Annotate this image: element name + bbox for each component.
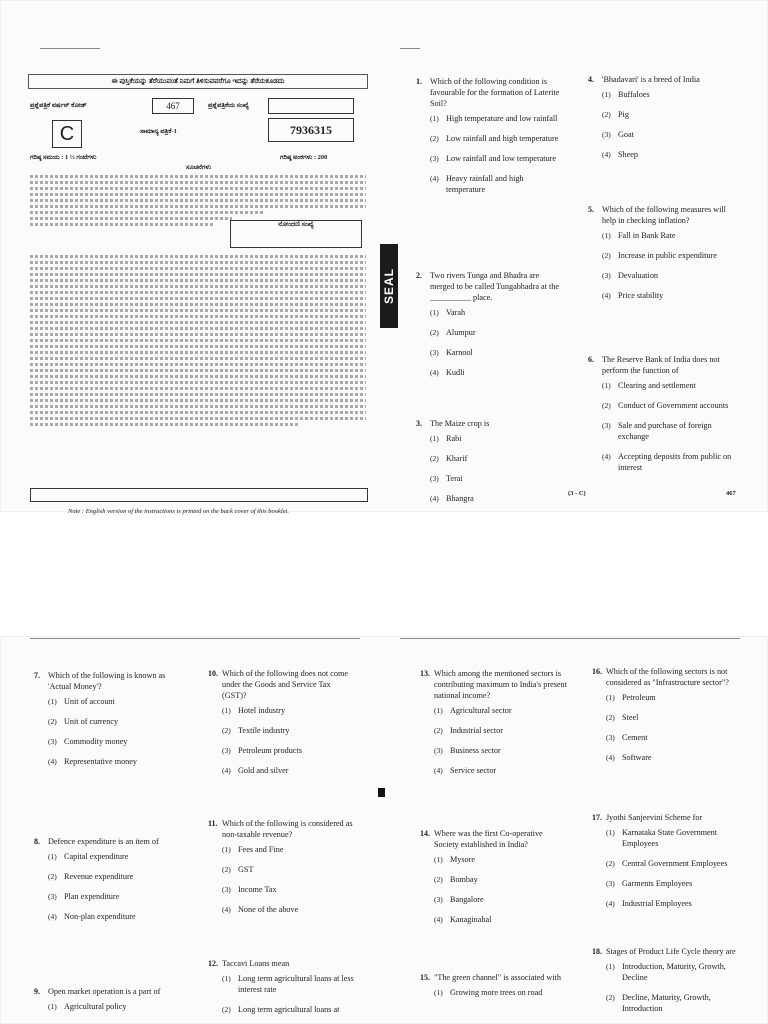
question-17 [592,812,742,918]
question-number: 6. [588,355,594,364]
answer-option [434,725,568,736]
english-note: Note : English version of the instructions is printed on the back cover of this booklet. [68,508,289,515]
question-stem: Which of the following condition is favourable for the formation of Laterite Soil? [430,77,560,108]
answer-option [602,270,742,281]
option-number: (2) [222,726,231,735]
question-11 [208,818,356,924]
option-list [430,307,562,378]
option-number: (1) [430,434,439,443]
question-number: 8. [34,837,40,846]
question-number: 15. [420,973,430,982]
option-number: (4) [434,766,443,775]
option-number: (1) [434,988,443,997]
option-number: (3) [606,879,615,888]
option-text: Varah [446,308,466,317]
option-list [602,230,742,301]
option-text: Gold and silver [238,766,289,775]
option-number: (2) [606,993,615,1002]
answer-option [434,765,568,776]
option-text: Bhangra [446,494,474,503]
answer-option [606,878,742,889]
question-number: 9. [34,987,40,996]
option-number: (4) [222,766,231,775]
option-text: Capital expenditure [64,852,129,861]
answer-option [222,705,356,716]
question-stem: Stages of Product Life Cycle theory are [606,947,736,956]
option-list [430,113,562,195]
answer-option [222,1004,356,1015]
instructions-title: ಸೂಚನೆಗಳು [186,164,212,171]
question-number: 12. [208,959,218,968]
answer-option [430,367,562,378]
page-footer-code: (3 - C) [568,490,586,497]
option-text: Mysore [450,855,476,864]
option-text: Fall in Bank Rate [618,231,676,240]
option-number: (3) [48,892,57,901]
option-number: (3) [434,895,443,904]
answer-option [430,473,562,484]
question-number: 5. [588,205,594,214]
answer-option [48,716,180,727]
answer-option [48,911,180,922]
option-text: Sale and purchase of foreign exchange [618,421,712,441]
paper-label: ಸಾಮಾನ್ಯ ಪತ್ರಿಕೆ-1 [140,128,177,135]
option-text: Kharif [446,454,468,463]
option-list [434,705,568,776]
option-text: Karnool [446,348,473,357]
option-text: Long term agricultural loans at less interest rate [238,974,354,994]
instruction-lines-2 [30,252,366,429]
answer-option [430,433,562,444]
question-8 [34,836,180,931]
question-stem: 'Bhadavari' is a breed of India [602,75,700,84]
question-18 [592,946,742,1023]
option-text: Unit of account [64,697,115,706]
option-text: Kanaginahal [450,915,492,924]
option-number: (4) [430,494,439,503]
answer-option [602,290,742,301]
question-stem: Taccavi Loans mean [222,959,290,968]
answer-option [222,765,356,776]
answer-option [602,149,742,160]
option-text: Fees and Fine [238,845,284,854]
option-number: (2) [606,713,615,722]
option-text: Goat [618,130,634,139]
question-stem: Which of the following is known as 'Actual Money'? [48,671,166,691]
option-number: (1) [48,852,57,861]
serial-label: ಪ್ರಶ್ನೆಪತ್ರಿಕೆಯ ಸಂಖ್ಯೆ [208,102,249,109]
answer-option [222,725,356,736]
question-number: 2. [416,271,422,280]
option-number: (2) [430,134,439,143]
option-number: (1) [602,90,611,99]
answer-option [48,891,180,902]
option-number: (2) [222,865,231,874]
question-number: 14. [420,829,430,838]
answer-option [606,712,742,723]
option-number: (2) [606,859,615,868]
option-text: Conduct of Government accounts [618,401,729,410]
option-number: (3) [602,421,611,430]
option-list [606,961,742,1014]
answer-option [430,307,562,318]
option-text: Central Government Employees [622,859,728,868]
answer-option [434,987,568,998]
question-6 [588,354,742,482]
answer-option [430,173,562,195]
option-text: Garments Employees [622,879,693,888]
answer-option [222,904,356,915]
option-number: (4) [434,915,443,924]
question-stem: Open market operation is a part of [48,987,161,996]
question-number: 10. [208,669,218,678]
option-text: Revenue expenditure [64,872,134,881]
option-number: (4) [606,753,615,762]
answer-option [606,992,742,1014]
option-number: (2) [434,875,443,884]
option-number: (4) [48,757,57,766]
option-number: (1) [222,974,231,983]
option-number: (3) [48,737,57,746]
serial-number: 7936315 [268,118,354,142]
option-number: (2) [48,872,57,881]
option-list [606,692,742,763]
option-text: Non-plan expenditure [64,912,136,921]
answer-option [606,961,742,983]
option-number: (3) [222,885,231,894]
question-stem: Which of the following measures will help in checking inflation? [602,205,726,225]
option-text: Textile industry [238,726,290,735]
option-number: (3) [430,348,439,357]
option-list [430,433,562,504]
answer-option [48,851,180,862]
answer-option [434,894,568,905]
option-text: Long term agricultural loans at [238,1005,340,1014]
answer-option [430,347,562,358]
scan-rule [400,48,420,49]
option-number: (2) [430,328,439,337]
answer-option [602,109,742,120]
option-text: Clearing and settlement [618,381,696,390]
option-list [602,89,742,160]
option-text: Rabi [446,434,462,443]
option-text: Agricultural policy [64,1002,127,1011]
option-number: (3) [602,271,611,280]
option-number: (1) [606,962,615,971]
question-number: 13. [420,669,430,678]
option-number: (4) [602,291,611,300]
scan-rule [400,638,740,639]
option-text: Steel [622,713,639,722]
question-stem: Where was the first Co-operative Society established in India? [434,829,543,849]
option-text: Accepting deposits from public on interest [618,452,732,472]
answer-option [222,745,356,756]
question-13 [420,668,568,785]
option-number: (4) [606,899,615,908]
seal-tab: SEAL [380,244,398,328]
question-2 [416,270,562,387]
question-stem: Two rivers Tunga and Bhadra are merged to be called Tungabhadra at the __________ place. [430,271,559,302]
option-text: Buffaloes [618,90,650,99]
option-text: GST [238,865,254,874]
option-number: (4) [430,368,439,377]
option-text: Sheep [618,150,639,159]
answer-option [602,380,742,391]
question-1 [416,76,562,204]
question-stem: Which of the following does not come under the Goods and Service Tax (GST)? [222,669,348,700]
option-list [434,854,568,925]
option-number: (1) [48,697,57,706]
question-number: 17. [592,813,602,822]
question-16 [592,666,742,772]
option-number: (2) [48,717,57,726]
option-text: Kudli [446,368,465,377]
option-list [222,705,356,776]
option-list [602,380,742,473]
answer-option [430,493,562,504]
option-number: (1) [222,706,231,715]
question-4 [588,74,742,169]
question-5 [588,204,742,310]
answer-option [602,420,742,442]
answer-option [48,871,180,882]
answer-option [602,451,742,473]
question-number: 7. [34,671,40,680]
option-text: Low rainfall and low temperature [446,154,557,163]
option-text: Petroleum [622,693,656,702]
question-12 [208,958,356,1024]
answer-option [434,874,568,885]
answer-option [48,756,180,767]
question-14 [420,828,568,934]
option-number: (1) [434,855,443,864]
answer-option [602,250,742,261]
cover-heading: ಈ ಪುಸ್ತಿಕೆಯನ್ನು ತೆರೆಯುವಂತೆ ನಿಮಗೆ ತಿಳಿಸುವವರೆಗೂ ಇದನ್ನು ತೆರೆಯಕೂಡದು [28,74,368,89]
option-number: (4) [430,174,439,183]
answer-option [48,696,180,707]
option-number: (1) [602,231,611,240]
option-number: (3) [602,130,611,139]
option-text: Petroleum products [238,746,302,755]
answer-option [606,732,742,743]
instruction-footer-box [30,488,368,502]
answer-option [48,1001,180,1012]
booklet-page-bottom [0,636,768,1024]
answer-option [606,858,742,869]
option-number: (1) [430,308,439,317]
answer-option [434,745,568,756]
option-text: Software [622,753,652,762]
option-text: Introduction, Maturity, Growth, Decline [622,962,726,982]
answer-option [606,692,742,703]
option-number: (2) [434,726,443,735]
option-list [48,696,180,767]
option-list [222,844,356,915]
option-text: High temperature and low rainfall [446,114,558,123]
answer-option [222,973,356,995]
version-letter: C [52,120,82,148]
option-list [48,851,180,922]
question-number: 11. [208,819,218,828]
answer-option [606,827,742,849]
question-number: 1. [416,77,422,86]
question-7 [34,670,180,776]
option-number: (1) [606,828,615,837]
answer-option [606,898,742,909]
question-stem: The Reserve Bank of India does not perform the function of [602,355,720,375]
option-number: (1) [434,706,443,715]
answer-option [222,864,356,875]
option-number: (2) [430,454,439,463]
option-number: (1) [606,693,615,702]
answer-option [430,133,562,144]
option-list [434,987,568,998]
cover-instructions [28,74,368,99]
question-stem: Jyothi Sanjeevini Scheme for [606,813,703,822]
answer-option [434,854,568,865]
option-text: Alumpur [446,328,476,337]
option-text: Decline, Maturity, Growth, Introduction [622,993,711,1013]
option-text: Representative money [64,757,137,766]
question-stem: The Maize crop is [430,419,490,428]
roll-number-box [230,220,362,248]
answer-option [606,752,742,763]
question-stem: Which among the mentioned sectors is contributing maximum to India's present national income? [434,669,567,700]
option-list [222,973,356,1015]
option-text: Bangalore [450,895,484,904]
answer-option [430,113,562,124]
option-text: Plan expenditure [64,892,120,901]
max-time: ಗರಿಷ್ಠ ಸಮಯ : 1 ½ ಗಂಟೆಗಳು [30,154,97,161]
question-3 [416,418,562,513]
answer-option [602,129,742,140]
option-number: (1) [48,1002,57,1011]
option-number: (3) [222,746,231,755]
answer-option [430,153,562,164]
option-number: (2) [602,401,611,410]
page-footer-number: 467 [726,490,736,497]
option-text: Terai [446,474,463,483]
option-text: Commodity money [64,737,128,746]
question-number: 4. [588,75,594,84]
question-number: 18. [592,947,602,956]
answer-option [48,736,180,747]
answer-option [434,914,568,925]
question-stem: Defence expenditure is an item of [48,837,159,846]
option-list [48,1001,180,1012]
option-text: Industrial sector [450,726,503,735]
answer-option [602,400,742,411]
option-text: Karnataka State Government Employees [622,828,718,848]
option-number: (2) [222,1005,231,1014]
option-text: Hotel industry [238,706,286,715]
option-text: Industrial Employees [622,899,692,908]
answer-option [430,327,562,338]
option-number: (3) [606,733,615,742]
option-text: Bombay [450,875,478,884]
option-text: None of the above [238,905,299,914]
option-text: Agricultural sector [450,706,512,715]
option-text: Income Tax [238,885,277,894]
answer-option [602,89,742,100]
option-number: (4) [602,150,611,159]
option-number: (1) [430,114,439,123]
option-number: (4) [222,905,231,914]
answer-option [222,884,356,895]
option-text: Low rainfall and high temperature [446,134,559,143]
answer-option [602,230,742,241]
question-10 [208,668,356,785]
roll-number-label: ನೋಂದಣಿ ಸಂಖ್ಯೆ [278,221,314,228]
option-number: (4) [602,452,611,461]
question-number: 3. [416,419,422,428]
option-text: Growing more trees on road [450,988,543,997]
option-text: Cement [622,733,648,742]
version-code-box: 467 [152,98,194,114]
scan-rule [40,48,100,49]
question-number: 16. [592,667,602,676]
answer-option [222,844,356,855]
option-text: Devaluation [618,271,659,280]
max-marks: ಗರಿಷ್ಠ ಅಂಕಗಳು : 200 [280,154,328,161]
answer-option [430,453,562,464]
serial-box-top [268,98,354,114]
option-text: Unit of currency [64,717,119,726]
option-text: Increase in public expenditure [618,251,717,260]
option-text: Pig [618,110,629,119]
option-number: (3) [434,746,443,755]
option-text: Business sector [450,746,501,755]
option-number: (3) [430,474,439,483]
option-number: (1) [602,381,611,390]
question-15 [420,972,568,1007]
option-number: (2) [602,251,611,260]
option-number: (3) [430,154,439,163]
option-text: Service sector [450,766,497,775]
question-stem: Which of the following sectors is not considered as "Infrastructure sector"? [606,667,729,687]
answer-option [434,705,568,716]
option-number: (4) [48,912,57,921]
option-list [606,827,742,909]
option-number: (1) [222,845,231,854]
question-stem: Which of the following is considered as non-taxable revenue? [222,819,353,839]
question-9 [34,986,180,1021]
scan-rule [30,638,360,639]
option-text: Heavy rainfall and high temperature [446,174,524,194]
option-number: (2) [602,110,611,119]
question-stem: "The green channel" is associated with [434,973,561,982]
series-label: ಪ್ರಶ್ನೆಪತ್ರಿಕೆ ವರ್ಷನ್ ಕೋಡ್ [30,102,87,109]
option-text: Price stability [618,291,664,300]
registration-mark [378,788,385,797]
